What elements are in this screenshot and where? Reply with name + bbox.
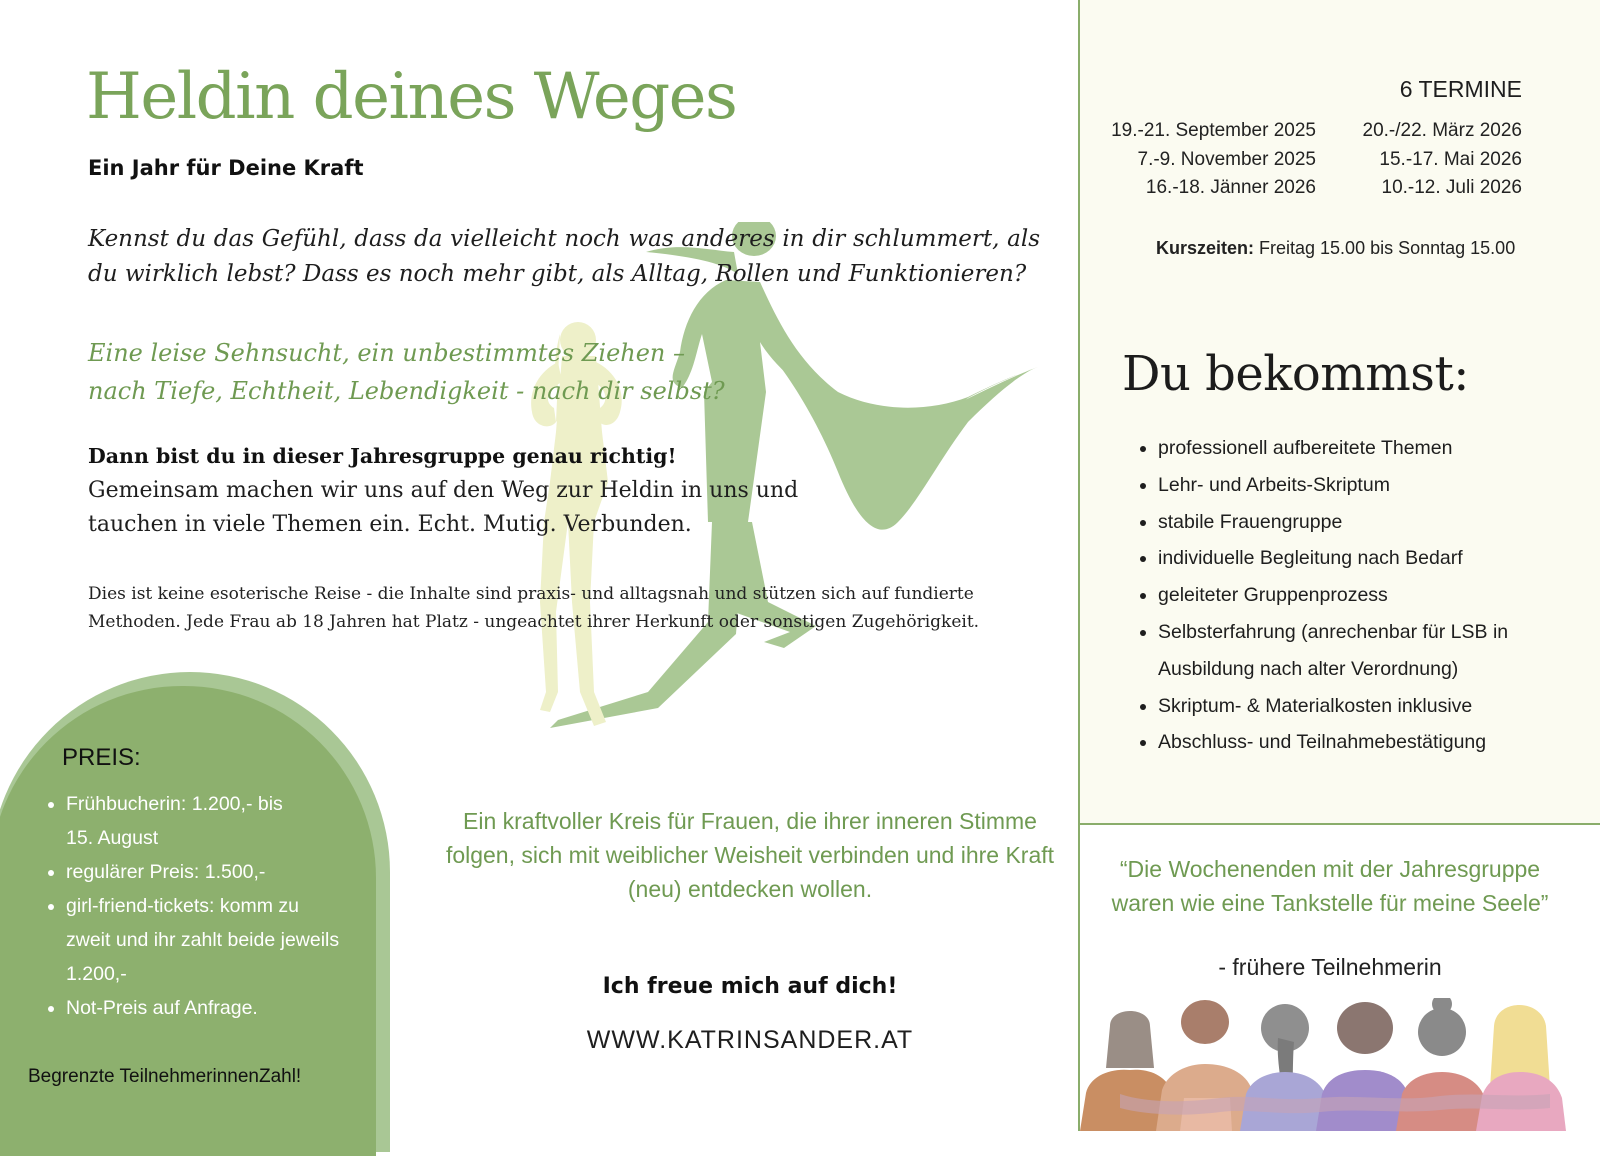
termine-title: 6 TERMINE (1399, 76, 1522, 102)
circle-description: Ein kraftvoller Kreis für Frauen, die ihrer inneren Stimme folgen, sich mit weiblicher Weisheit verbinden und ihre Kraft (neu) entdecken wollen. (445, 808, 1055, 902)
woman-6-icon (1476, 1005, 1566, 1131)
course-times (1156, 238, 1596, 259)
date-item: 16.-18. Jänner 2026 (1145, 177, 1316, 198)
limited-seats-note: Begrenzte TeilnehmerinnenZahl! (28, 1066, 302, 1087)
callout-heading: Dann bist du in dieser Jahresgruppe genau richtig! (88, 444, 677, 468)
price-item: • girl-friend-tickets: komm zu zweit und ihr zahlt beide jeweils 1.200,- (66, 889, 346, 991)
longing-line-2: nach Tiefe, Echtheit, Lebendigkeit - nach dir selbst? (88, 377, 725, 405)
course-times-label: Kurszeiten: (1156, 238, 1255, 258)
page-title: Heldin deines Weges (86, 60, 737, 134)
benefits-heading: Du bekommst: (1122, 346, 1469, 402)
longing-paragraph (88, 334, 788, 410)
longing-line-1: Eine leise Sehnsucht, ein unbestimmtes Ziehen – (88, 339, 686, 367)
price-item: • Frühbucherin: 1.200,- bis 15. August (66, 787, 286, 855)
testimonial-quote: “Die Wochenenden mit der Jahresgruppe waren wie eine Tankstelle für meine Seele” (1111, 856, 1549, 916)
benefit-item: • individuelle Begleitung nach Bedarf (1158, 540, 1598, 577)
callout-text: Gemeinsam machen wir uns auf den Weg zur Heldin in uns und tauchen in viele Themen ein. Echt. Mutig. Verbunden. (88, 478, 799, 537)
page-subtitle: Ein Jahr für Deine Kraft (88, 156, 364, 180)
benefit-item: • Skriptum- & Materialkosten inklusive (1158, 688, 1598, 725)
woman-4-icon (1316, 1002, 1412, 1131)
benefit-item: • Abschluss- und Teilnahmebestätigung (1158, 724, 1598, 761)
date-item: 19.-21. September 2025 (1111, 120, 1316, 141)
date-item: 15.-17. Mai 2026 (1379, 148, 1522, 170)
price-item: • Not-Preis auf Anfrage. (66, 991, 386, 1025)
benefit-item: • stabile Frauengruppe (1158, 504, 1598, 541)
dates-column-right (1330, 117, 1522, 203)
disclaimer-text: Dies ist keine esoterische Reise - die Inhalte sind praxis- und alltagsnah und stützen sich auf fundierte Methoden. Jede Frau ab 18 Jahren hat Platz - ungeachtet ihrer Herkunft oder sonstigen Zugehörigkeit. (88, 584, 980, 632)
intro-paragraph: Kennst du das Gefühl, dass da vielleicht noch was anderes in dir schlummert, als du wirklich lebst? Dass es noch mehr gibt, als Alltag, Rollen und Funktionieren? (88, 226, 1040, 287)
closing-greeting: Ich freue mich auf dich! (602, 974, 898, 999)
benefit-item: • Lehr- und Arbeits-Skriptum (1158, 467, 1598, 504)
testimonial-author: - frühere Teilnehmerin (1218, 954, 1442, 980)
benefit-item: • professionell aufbereitete Themen (1158, 430, 1598, 467)
price-title: PREIS: (62, 744, 141, 771)
dates-column-left (1098, 117, 1316, 203)
benefit-item: • Selbsterfahrung (anrechenbar für LSB in Ausbildung nach alter Verordnung) (1158, 614, 1598, 688)
panel-divider (1078, 823, 1600, 825)
date-item: 10.-12. Juli 2026 (1381, 177, 1522, 198)
price-item: • regulärer Preis: 1.500,- (66, 855, 386, 889)
date-item: 20.-/22. März 2026 (1362, 120, 1522, 141)
website-link[interactable]: WWW.KATRINSANDER.AT (586, 1026, 914, 1054)
price-list (40, 787, 386, 1025)
women-group-illustration (1080, 998, 1600, 1131)
benefit-item: • geleiteter Gruppenprozess (1158, 577, 1598, 614)
course-times-value: Freitag 15.00 bis Sonntag 15.00 (1254, 238, 1516, 258)
benefits-list (1130, 430, 1598, 761)
date-item: 7.-9. November 2025 (1137, 148, 1316, 170)
